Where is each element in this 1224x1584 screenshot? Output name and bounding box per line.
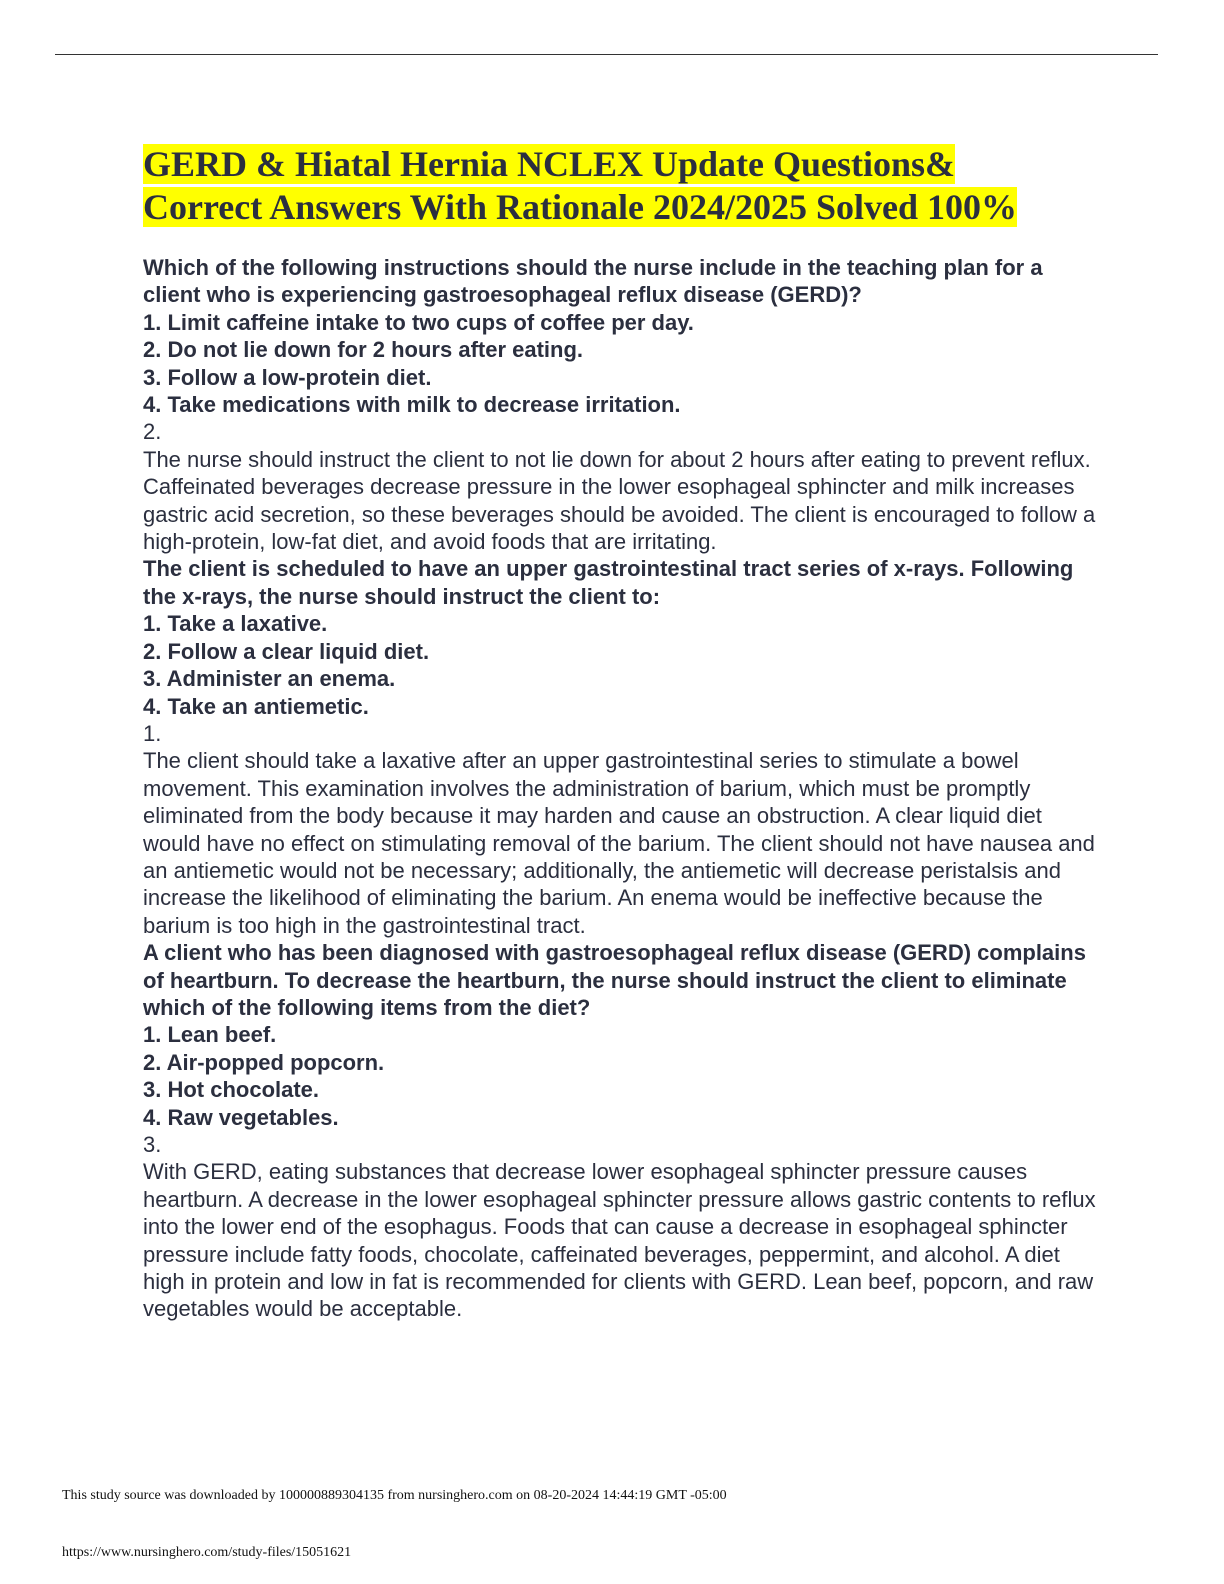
- answer-option: 3. Administer an enema.: [143, 666, 396, 692]
- title-line-2: Correct Answers With Rationale 2024/2025 Solved 100%: [143, 187, 1017, 227]
- answer-option: 4. Take medications with milk to decrease irritation.: [143, 392, 681, 418]
- correct-answer: 3.: [143, 1132, 162, 1157]
- title-line-1: GERD & Hiatal Hernia NCLEX Update Questions&: [143, 144, 956, 184]
- answer-option: 2. Air-popped popcorn.: [143, 1049, 385, 1075]
- answer-option: 4. Take an antiemetic.: [143, 693, 369, 719]
- answer-option: 4. Raw vegetables.: [143, 1104, 339, 1130]
- answer-option: 3. Follow a low-protein diet.: [143, 364, 432, 390]
- answer-option: 1. Lean beef.: [143, 1022, 277, 1048]
- answer-option: 2. Follow a clear liquid diet.: [143, 638, 430, 664]
- question-stem: A client who has been diagnosed with gastroesophageal reflux disease (GERD) complains of heartburn. To decrease the heartburn, the nurse should instruct the client to eliminate which of the following items from the diet?: [143, 940, 1086, 1020]
- download-notice: This study source was downloaded by 100000889304135 from nursinghero.com on 08-20-2024 14:44:19 GMT -05:00: [62, 1488, 727, 1503]
- answer-option: 1. Take a laxative.: [143, 611, 328, 637]
- question-block: [143, 254, 1103, 555]
- question-stem: Which of the following instructions should the nurse include in the teaching plan for a client who is experiencing gastroesophageal reflux disease (GERD)?: [143, 255, 1043, 308]
- source-url[interactable]: https://www.nursinghero.com/study-files/15051621: [62, 1545, 352, 1560]
- question-block: [143, 939, 1103, 1323]
- question-block: [143, 555, 1103, 939]
- header-divider: [55, 54, 1158, 55]
- rationale: The client should take a laxative after an upper gastrointestinal series to stimulate a bowel movement. This examination involves the administration of barium, which must be promptly eliminated from the body because it may harden and cause an obstruction. A clear liquid diet would have no effect on stimulating removal of the barium. The client should not have nausea and an antiemetic would not be necessary; additionally, the antiemetic will decrease peristalsis and increase the likelihood of eliminating the barium. An enema would be ineffective because the barium is too high in the gastrointestinal tract.: [143, 748, 1095, 938]
- rationale: With GERD, eating substances that decrease lower esophageal sphincter pressure causes heartburn. A decrease in the lower esophageal sphincter pressure allows gastric contents to reflux into the lower end of the esophagus. Foods that can cause a decrease in esophageal sphincter pressure include fatty foods, chocolate, caffeinated beverages, peppermint, and alcohol. A diet high in protein and low in fat is recommended for clients with GERD. Lean beef, popcorn, and raw vegetables would be acceptable.: [143, 1159, 1096, 1322]
- rationale: The nurse should instruct the client to not lie down for about 2 hours after eating to prevent reflux. Caffeinated beverages decrease pressure in the lower esophageal sphincter and milk increases gastric acid secretion, so these beverages should be avoided. The client is encouraged to follow a high-protein, low-fat diet, and avoid foods that are irritating.: [143, 446, 1096, 555]
- correct-answer: 2.: [143, 419, 162, 445]
- correct-answer: 1.: [143, 720, 162, 746]
- answer-option: 3. Hot chocolate.: [143, 1077, 320, 1103]
- question-list: [143, 254, 1103, 1323]
- answer-option: 2. Do not lie down for 2 hours after eating.: [143, 337, 584, 363]
- document-title: [143, 143, 1143, 229]
- answer-option: 1. Limit caffeine intake to two cups of coffee per day.: [143, 309, 694, 335]
- question-stem: The client is scheduled to have an upper gastrointestinal tract series of x-rays. Following the x-rays, the nurse should instruct the client to:: [143, 556, 1074, 609]
